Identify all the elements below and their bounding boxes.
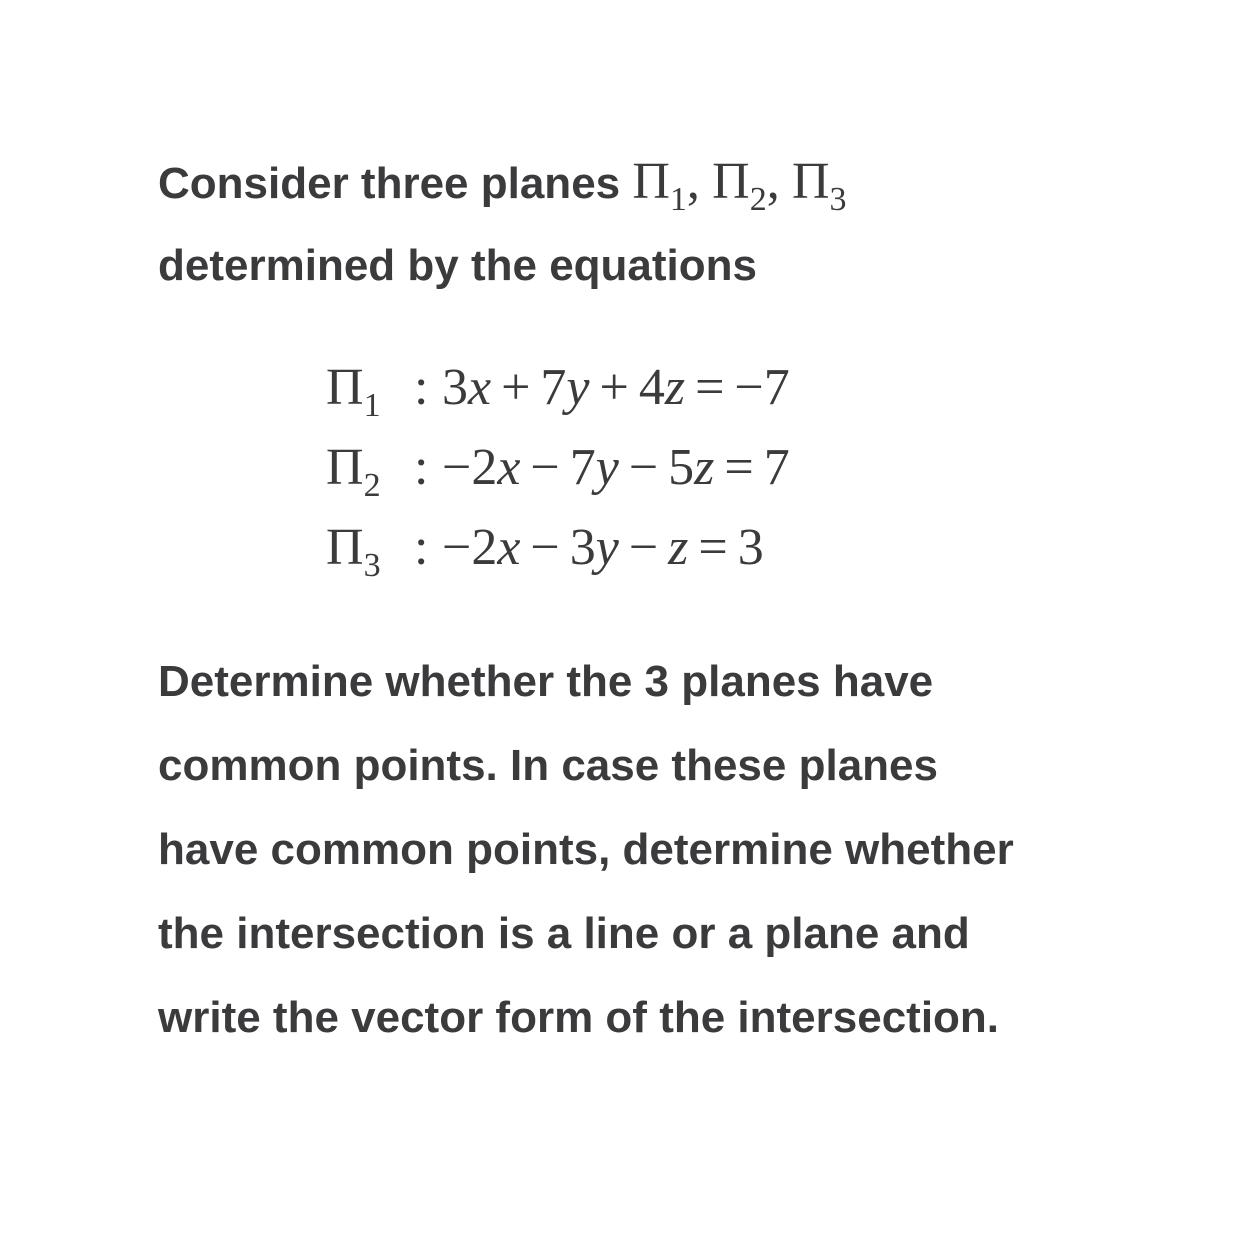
equation-variable: x <box>497 439 521 496</box>
equation-colon: : <box>414 359 429 416</box>
equation-coefficient: −2 <box>442 519 498 576</box>
equation-plane-label <box>326 428 414 514</box>
equation-coefficient: −7 <box>734 359 790 416</box>
equation-variable: y <box>566 359 590 416</box>
plane-3-index: 3 <box>829 181 847 218</box>
plane-1-symbol: Π <box>632 153 670 210</box>
equation-row <box>326 508 1118 588</box>
question-line: the intersection is a line or a plane and <box>158 909 970 958</box>
intro-line-2: determined by the equations <box>158 241 757 290</box>
intro-text: Consider three planes <box>158 159 633 208</box>
equation-plane-label <box>326 508 414 594</box>
equation-expression <box>442 348 790 428</box>
equation-variable: z <box>664 359 686 416</box>
separator-1: , <box>686 153 700 210</box>
equation-variable: x <box>468 359 492 416</box>
plane-3-symbol: Π <box>791 153 830 210</box>
equation-expression <box>442 508 764 588</box>
equation-coefficient: 5 <box>668 439 695 496</box>
equation-operator: − <box>628 439 659 496</box>
equation-system <box>326 348 1118 588</box>
equation-coefficient: −2 <box>442 439 498 496</box>
equation-operator: = <box>724 439 754 496</box>
equation-colon: : <box>414 519 429 576</box>
equation-row <box>326 348 1118 428</box>
equation-operator: + <box>599 359 629 416</box>
equation-operator: = <box>698 519 728 576</box>
plane-index: 2 <box>363 467 381 504</box>
equation-coefficient: 7 <box>569 439 596 496</box>
plane-index: 1 <box>363 387 381 424</box>
equation-expression <box>442 428 790 508</box>
question-line: write the vector form of the intersection. <box>158 993 1000 1042</box>
plane-1-index: 1 <box>669 181 687 218</box>
equation-coefficient: 7 <box>540 359 567 416</box>
equation-variable: z <box>694 439 715 496</box>
equation-coefficient: 3 <box>442 359 468 416</box>
plane-symbol: Π <box>326 439 364 496</box>
equation-row <box>326 428 1118 508</box>
question-line: Determine whether the 3 planes have <box>158 657 934 706</box>
question-paragraph <box>158 640 1118 1060</box>
problem-statement <box>158 140 1118 1060</box>
plane-index: 3 <box>363 547 381 584</box>
plane-2-index: 2 <box>749 181 767 218</box>
equation-variable: y <box>595 519 619 576</box>
equation-coefficient: 7 <box>763 439 790 496</box>
equation-operator: + <box>501 359 531 416</box>
intro-line-1 <box>158 140 1118 224</box>
equation-colon: : <box>414 439 429 496</box>
plane-symbol: Π <box>326 359 364 416</box>
plane-2-symbol: Π <box>712 153 750 210</box>
equation-variable: x <box>497 519 521 576</box>
question-line: common points. In case these planes <box>158 741 938 790</box>
equation-operator: = <box>695 359 725 416</box>
equation-variable: y <box>595 439 619 496</box>
equation-coefficient: 3 <box>737 519 764 576</box>
equation-operator: − <box>530 439 560 496</box>
question-line: have common points, determine whether <box>158 825 1014 874</box>
equation-coefficient: 3 <box>569 519 596 576</box>
equation-coefficient: 4 <box>638 359 665 416</box>
equation-operator: − <box>530 519 560 576</box>
equation-plane-label <box>326 348 414 434</box>
equation-operator: − <box>628 519 659 576</box>
equation-variable: z <box>668 519 689 576</box>
plane-symbol: Π <box>326 519 364 576</box>
separator-2: , <box>766 153 780 210</box>
